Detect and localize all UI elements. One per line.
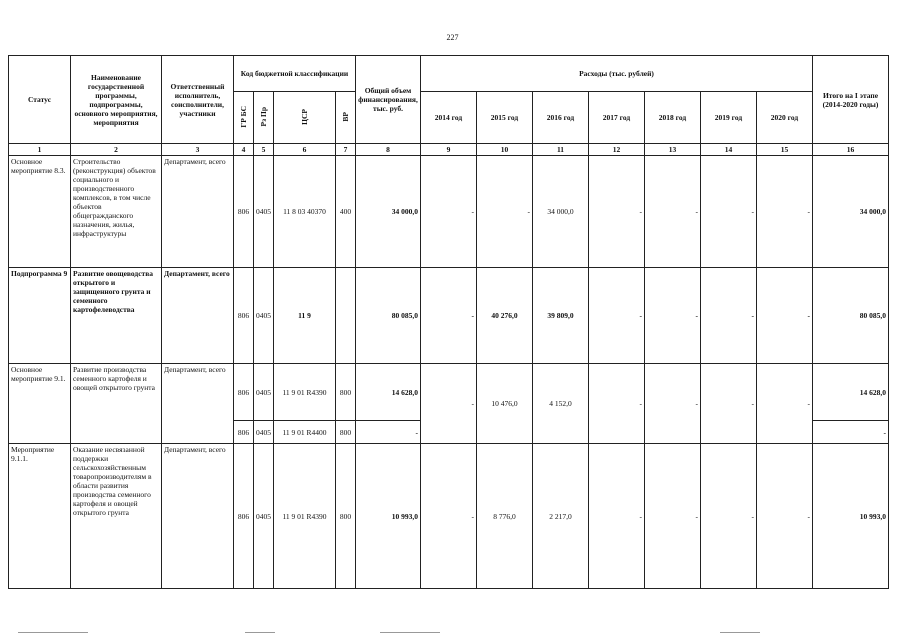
row-y2017: - (589, 364, 645, 444)
column-number: 15 (757, 144, 813, 156)
table-row (9, 268, 889, 364)
row-total: 80 085,0 (356, 268, 421, 364)
header-rzpr: Рз Пр (254, 92, 274, 144)
row-rzpr: 0405 (254, 364, 274, 421)
row-csr: 11 8 03 40370 (274, 156, 336, 268)
row-stage-total: 14 628,0 (813, 364, 889, 421)
header-grbs: ГР БС (234, 92, 254, 144)
row-total: 10 993,0 (356, 444, 421, 589)
row-grbs: 806 (234, 444, 254, 589)
row-total: - (356, 421, 421, 444)
column-number: 12 (589, 144, 645, 156)
row-status: Подпрограмма 9 (9, 268, 71, 364)
header-total-volume: Общий объем финансирования, тыс. руб. (356, 56, 421, 144)
header-year-2016: 2016 год (533, 92, 589, 144)
header-stage-total: Итого на I этапе (2014-2020 годы) (813, 56, 889, 144)
column-number: 2 (71, 144, 162, 156)
row-y2019: - (701, 444, 757, 589)
header-status: Статус (9, 56, 71, 144)
row-grbs: 806 (234, 421, 254, 444)
header-year-2020: 2020 год (757, 92, 813, 144)
row-y2019: - (701, 268, 757, 364)
row-y2019: - (701, 156, 757, 268)
row-grbs: 806 (234, 268, 254, 364)
column-number: 5 (254, 144, 274, 156)
header-year-2017: 2017 год (589, 92, 645, 144)
row-y2016: 34 000,0 (533, 156, 589, 268)
row-name: Развитие овощеводства открытого и защищенного грунта и семенного картофелеводства (71, 268, 162, 364)
column-number: 1 (9, 144, 71, 156)
scan-line (720, 632, 760, 633)
column-number: 14 (701, 144, 757, 156)
row-y2019: - (701, 364, 757, 444)
row-status: Основное мероприятие 9.1. (9, 364, 71, 444)
row-y2014: - (421, 364, 477, 444)
row-responsible: Департамент, всего (162, 444, 234, 589)
row-y2020: - (757, 268, 813, 364)
header-responsible: Ответственный исполнитель, соисполнители, участники (162, 56, 234, 144)
row-y2015: 10 476,0 (477, 364, 533, 444)
row-y2016: 2 217,0 (533, 444, 589, 589)
header-year-2014: 2014 год (421, 92, 477, 144)
row-rzpr: 0405 (254, 421, 274, 444)
table-row (9, 156, 889, 268)
row-y2017: - (589, 444, 645, 589)
row-status: Основное мероприятие 8.3. (9, 156, 71, 268)
row-y2015: - (477, 156, 533, 268)
column-number: 10 (477, 144, 533, 156)
row-vr (336, 268, 356, 364)
table-row (9, 444, 889, 589)
scan-line (18, 632, 88, 633)
row-responsible: Департамент, всего (162, 364, 234, 444)
row-y2016: 4 152,0 (533, 364, 589, 444)
row-y2015: 40 276,0 (477, 268, 533, 364)
scan-line (245, 632, 275, 633)
column-number: 9 (421, 144, 477, 156)
column-number: 16 (813, 144, 889, 156)
row-y2018: - (645, 156, 701, 268)
row-total: 14 628,0 (356, 364, 421, 421)
row-vr: 800 (336, 364, 356, 421)
row-csr: 11 9 01 R4400 (274, 421, 336, 444)
row-y2018: - (645, 268, 701, 364)
header-csr: ЦСР (274, 92, 336, 144)
row-name: Развитие производства семенного картофеля и овощей открытого грунта (71, 364, 162, 444)
scan-edge-lines (0, 632, 905, 636)
row-stage-total: 34 000,0 (813, 156, 889, 268)
scan-line (380, 632, 440, 633)
table-row (9, 364, 889, 421)
row-responsible: Департамент, всего (162, 268, 234, 364)
row-y2016: 39 809,0 (533, 268, 589, 364)
row-grbs: 806 (234, 364, 254, 421)
row-y2020: - (757, 364, 813, 444)
row-name: Строительство (реконструкция) объектов социального и производственного комплексов, в том числе объектов общегражданского назначения, жилья, инфраструктуры (71, 156, 162, 268)
row-stage-total: - (813, 421, 889, 444)
page-number: 227 (446, 33, 459, 42)
row-y2014: - (421, 156, 477, 268)
row-y2017: - (589, 268, 645, 364)
row-y2014: - (421, 268, 477, 364)
row-y2017: - (589, 156, 645, 268)
column-number-row (9, 144, 889, 156)
header-row-1 (9, 56, 889, 92)
column-number: 11 (533, 144, 589, 156)
row-csr: 11 9 01 R4390 (274, 364, 336, 421)
header-year-2018: 2018 год (645, 92, 701, 144)
column-number: 4 (234, 144, 254, 156)
row-vr: 800 (336, 421, 356, 444)
column-number: 3 (162, 144, 234, 156)
column-number: 13 (645, 144, 701, 156)
header-year-2015: 2015 год (477, 92, 533, 144)
row-csr: 11 9 01 R4390 (274, 444, 336, 589)
row-vr: 800 (336, 444, 356, 589)
row-csr: 11 9 (274, 268, 336, 364)
row-y2015: 8 776,0 (477, 444, 533, 589)
header-vr: ВР (336, 92, 356, 144)
row-total: 34 000,0 (356, 156, 421, 268)
row-y2014: - (421, 444, 477, 589)
header-name: Наименование государственной программы, подпрограммы, основного мероприятия, мероприятия (71, 56, 162, 144)
budget-table (8, 55, 889, 589)
row-responsible: Департамент, всего (162, 156, 234, 268)
row-vr: 400 (336, 156, 356, 268)
row-stage-total: 80 085,0 (813, 268, 889, 364)
row-y2020: - (757, 444, 813, 589)
row-status: Мероприятие 9.1.1. (9, 444, 71, 589)
row-y2018: - (645, 444, 701, 589)
header-expenses: Расходы (тыс. рублей) (421, 56, 813, 92)
column-number: 8 (356, 144, 421, 156)
row-rzpr: 0405 (254, 156, 274, 268)
row-rzpr: 0405 (254, 268, 274, 364)
row-rzpr: 0405 (254, 444, 274, 589)
row-grbs: 806 (234, 156, 254, 268)
row-stage-total: 10 993,0 (813, 444, 889, 589)
header-year-2019: 2019 год (701, 92, 757, 144)
row-name: Оказание несвязанной поддержки сельскохозяйственным товаропроизводителям в области развития производства семенного картофеля и овощей открытого грунта (71, 444, 162, 589)
row-y2020: - (757, 156, 813, 268)
header-budget-code: Код бюджетной классификации (234, 56, 356, 92)
column-number: 6 (274, 144, 336, 156)
row-y2018: - (645, 364, 701, 444)
column-number: 7 (336, 144, 356, 156)
